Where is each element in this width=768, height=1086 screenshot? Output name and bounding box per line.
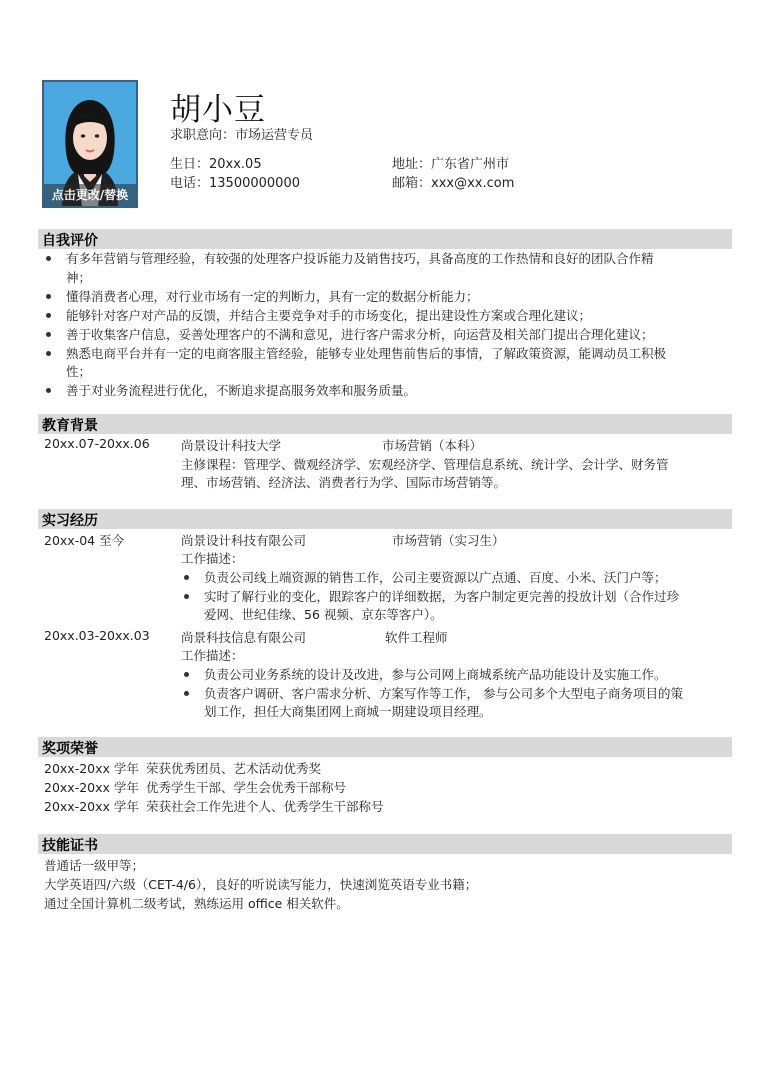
skill-item: 通过全国计算机二级考试，熟练运用 office 相关软件。 bbox=[44, 896, 349, 911]
skill-item: 普通话一级甲等； bbox=[44, 858, 145, 873]
section-self-eval bbox=[38, 229, 732, 249]
bullet-icon bbox=[46, 294, 51, 299]
job-desc-label: 工作描述： bbox=[181, 551, 244, 566]
skill-item: 大学英语四/六级（CET-4/6），良好的听说读写能力，快速浏览英语专业书籍； bbox=[44, 877, 478, 892]
section-title: 教育背景 bbox=[42, 418, 98, 434]
list-item: 有多年营销与管理经验，有较强的处理客户投诉能力及销售技巧，具备高度的工作热情和良好的团队合作精 bbox=[66, 251, 654, 266]
bullet-icon bbox=[46, 388, 51, 393]
section-title: 实习经历 bbox=[42, 513, 98, 529]
education-courses: 主修课程：管理学、微观经济学、宏观经济学、管理信息系统、统计学、会计学、财务管 bbox=[181, 457, 669, 472]
bullet-icon bbox=[184, 575, 189, 580]
list-item-cont: 神； bbox=[66, 270, 92, 285]
bullet-icon bbox=[46, 313, 51, 318]
list-item: 善于对业务流程进行优化，不断追求提高服务效率和服务质量。 bbox=[66, 383, 417, 398]
education-major: 市场营销（本科） bbox=[382, 438, 483, 453]
list-item: 能够针对客户对产品的反馈，并结合主要竞争对手的市场变化，提出建设性方案或合理化建议； bbox=[66, 308, 592, 323]
award-year: 20xx-20xx 学年 bbox=[44, 799, 139, 814]
job-duty: 负责公司线上端资源的销售工作，公司主要资源以广点通、百度、小米、沃门户等； bbox=[204, 570, 667, 585]
job-duty: 负责客户调研、客户需求分析、方案写作等工作， 参与公司多个大型电子商务项目的策 bbox=[204, 686, 683, 701]
job-intent: 求职意向：市场运营专员 bbox=[170, 128, 314, 143]
job-company: 尚景设计科技有限公司 bbox=[181, 533, 307, 548]
job-date: 20xx.03-20xx.03 bbox=[44, 628, 150, 643]
birth-info: 生日：20xx.05 bbox=[170, 157, 262, 172]
job-role: 市场营销（实习生） bbox=[392, 533, 505, 548]
award-text: 荣获优秀团员、艺术活动优秀奖 bbox=[146, 761, 322, 776]
job-duty: 实时了解行业的变化，跟踪客户的详细数据，为客户制定更完善的投放计划（合作过珍 bbox=[204, 589, 680, 604]
bullet-icon bbox=[46, 351, 51, 356]
email-info: 邮箱：xxx@xx.com bbox=[392, 176, 515, 191]
award-year: 20xx-20xx 学年 bbox=[44, 761, 139, 776]
section-title: 自我评价 bbox=[42, 233, 98, 249]
job-desc-label: 工作描述： bbox=[181, 648, 244, 663]
candidate-name: 胡小豆 bbox=[170, 92, 266, 128]
phone-info: 电话：13500000000 bbox=[170, 176, 300, 191]
photo-change-caption[interactable]: 点击更改/替换 bbox=[44, 184, 136, 206]
job-duty-cont: 爱网、世纪佳缘、56 视频、京东等客户）。 bbox=[204, 607, 443, 622]
education-courses-cont: 理、市场营销、经济法、消费者行为学、国际市场营销等。 bbox=[181, 475, 507, 490]
address-info: 地址：广东省广州市 bbox=[392, 157, 510, 172]
bullet-icon bbox=[184, 672, 189, 677]
profile-photo[interactable] bbox=[42, 80, 138, 208]
bullet-icon bbox=[184, 691, 189, 696]
award-text: 荣获社会工作先进个人、优秀学生干部称号 bbox=[146, 799, 384, 814]
education-school: 尚景设计科技大学 bbox=[181, 438, 282, 453]
section-awards bbox=[38, 737, 732, 757]
job-duty: 负责公司业务系统的设计及改进，参与公司网上商城系统产品功能设计及实施工作。 bbox=[204, 667, 667, 682]
section-internship bbox=[38, 509, 732, 529]
section-education bbox=[38, 414, 732, 434]
list-item: 熟悉电商平台并有一定的电商客服主管经验，能够专业处理售前售后的事情，了解政策资源，能调动员工积极 bbox=[66, 346, 667, 361]
section-title: 技能证书 bbox=[42, 838, 98, 854]
bullet-icon bbox=[184, 594, 189, 599]
list-item: 懂得消费者心理，对行业市场有一定的判断力，具有一定的数据分析能力； bbox=[66, 289, 479, 304]
award-year: 20xx-20xx 学年 bbox=[44, 780, 139, 795]
section-title: 奖项荣誉 bbox=[42, 741, 98, 757]
section-skills bbox=[38, 834, 732, 854]
bullet-icon bbox=[46, 256, 51, 261]
bullet-icon bbox=[46, 332, 51, 337]
award-text: 优秀学生干部、学生会优秀干部称号 bbox=[146, 780, 347, 795]
job-role: 软件工程师 bbox=[385, 630, 448, 645]
job-date: 20xx-04 至今 bbox=[44, 533, 125, 548]
job-duty-cont: 划工作，担任大商集团网上商城一期建设项目经理。 bbox=[204, 704, 492, 719]
job-company: 尚景科技信息有限公司 bbox=[181, 630, 307, 645]
list-item-cont: 性； bbox=[66, 364, 92, 379]
education-date: 20xx.07-20xx.06 bbox=[44, 436, 150, 451]
list-item: 善于收集客户信息，妥善处理客户的不满和意见，进行客户需求分析，向运营及相关部门提出合理化建议； bbox=[66, 327, 654, 342]
